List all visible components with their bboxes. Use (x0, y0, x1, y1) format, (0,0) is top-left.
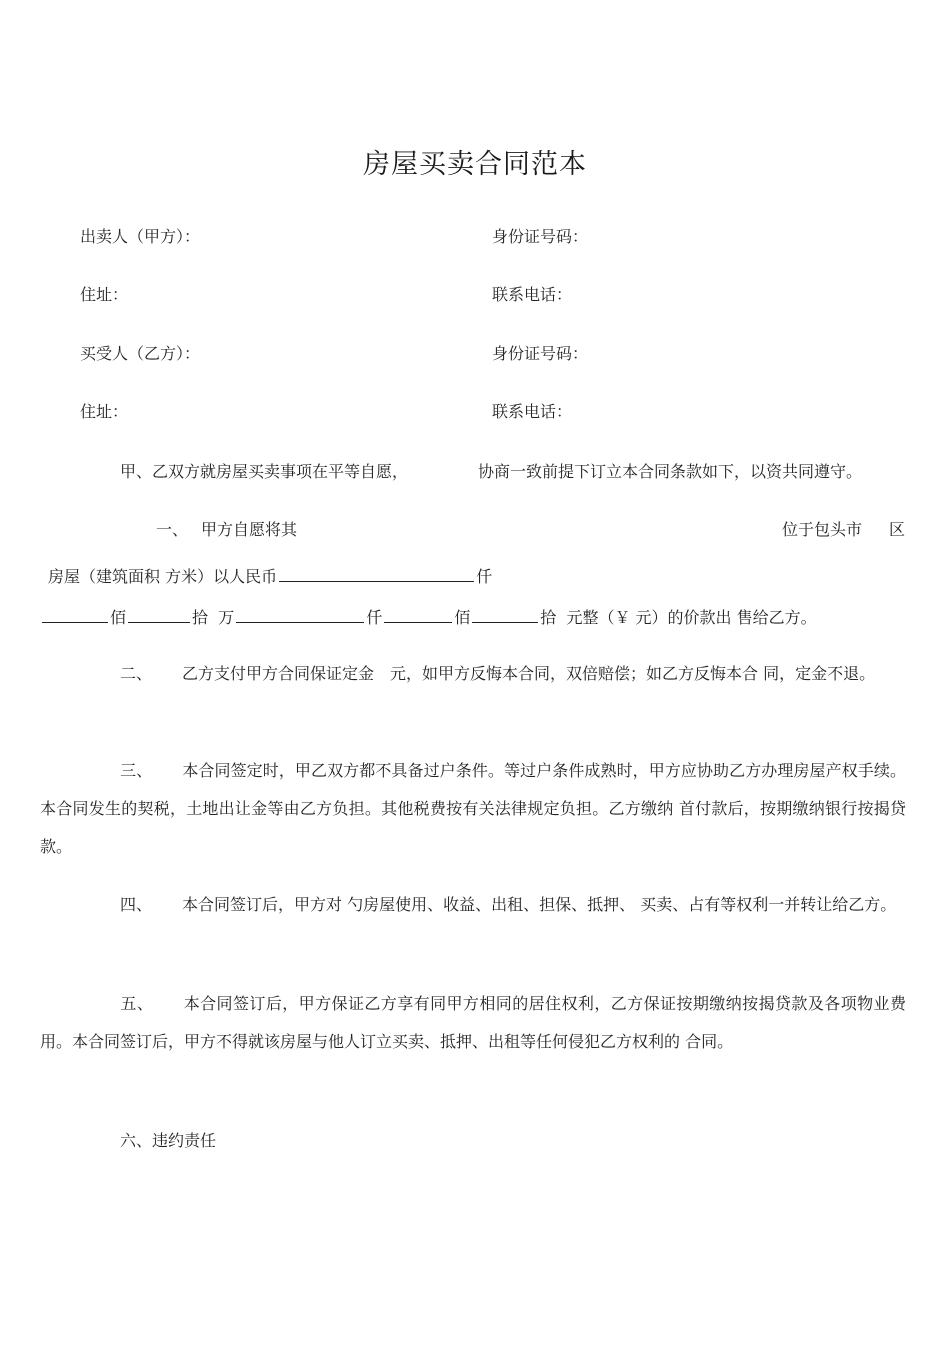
clause5-text: 本合同签订后，甲方保证乙方享有同甲方相同的居住权利，乙方保证按期缴纳按揭贷款及各项物业费用。本合同签订后，甲方不得就该房屋与他人订立买卖、抵押、出租等任何侵犯乙方权利的 合同。 (40, 994, 906, 1051)
qian-label: 仟 (366, 608, 383, 627)
bai-blank[interactable] (42, 607, 108, 623)
seller-address-label: 住址： (80, 285, 129, 304)
clause5-number: 五、 (120, 994, 154, 1013)
buyer-address-label: 住址： (80, 402, 129, 421)
wan-blank[interactable] (236, 607, 364, 623)
seller-label: 出卖人（甲方）： (80, 227, 201, 246)
bai2-label: 佰 (454, 608, 471, 627)
preamble-part2: 协商一致前提下订立本合同条款如下，以资共同遵守。 (478, 462, 863, 481)
wan-label: 万 (218, 608, 235, 627)
shi2-blank[interactable] (472, 607, 538, 623)
buyer-id-label: 身份证号码： (492, 344, 589, 363)
clause2-text: 乙方支付甲方合同保证定金 元，如甲方反悔本合同，双倍赔偿；如乙方反悔本合 同，定金不退。 (182, 664, 876, 683)
clause1-number: 一、 (156, 520, 189, 539)
buyer-phone-label: 联系电话： (492, 402, 573, 421)
clause3-number: 三、 (120, 761, 153, 780)
clause4-number: 四、 (120, 895, 153, 914)
clause3 (40, 752, 906, 866)
buyer-label: 买受人（乙方）： (80, 344, 201, 363)
clause1-qian-label: 仟 (476, 567, 493, 586)
shi-label: 拾 (192, 608, 209, 627)
clause4-text: 本合同签订后，甲方对 勺房屋使用、收益、出租、担保、抵押、 买卖、占有等权利一并转让给乙方。 (182, 895, 897, 914)
clause2-number: 二、 (120, 664, 153, 683)
bai2-blank[interactable] (384, 607, 452, 623)
clause3-text: 本合同签定时，甲乙双方都不具备过户条件。等过户条件成熟时，甲方应协助乙方办理房屋产权手续。本合同发生的契税，土地出让金等由乙方负担。其他税费按有关法律规定负担。乙方缴纳 首付款后，按期缴纳银行按揭贷款。 (40, 761, 906, 856)
clause1-district: 区 (889, 520, 906, 539)
price-blank[interactable] (279, 566, 474, 582)
clause1-price-label: 方米）以人民币 (165, 567, 278, 586)
bai-label: 佰 (110, 608, 127, 627)
seller-id-label: 身份证号码： (492, 227, 589, 246)
clause1-line2 (48, 566, 492, 587)
price-total-text: 元整（￥ 元）的价款出 售给乙方。 (566, 608, 817, 627)
clause1-text: 甲方自愿将其 (201, 520, 298, 539)
clause6-heading: 六、违约责任 (120, 1131, 217, 1150)
clause1-line3 (40, 607, 817, 628)
clause1-area-label: 房屋（建筑面积 (48, 567, 161, 586)
seller-phone-label: 联系电话： (492, 285, 573, 304)
clause2 (40, 655, 906, 693)
preamble-part1: 甲、乙双方就房屋买卖事项在平等自愿， (120, 462, 409, 481)
clause4 (40, 886, 906, 924)
clause1-location: 位于包头市 (782, 520, 863, 539)
shi2-label: 拾 (540, 608, 557, 627)
clause5 (40, 985, 906, 1061)
document-title: 房屋买卖合同范本 (363, 149, 587, 180)
shi-blank[interactable] (128, 607, 190, 623)
